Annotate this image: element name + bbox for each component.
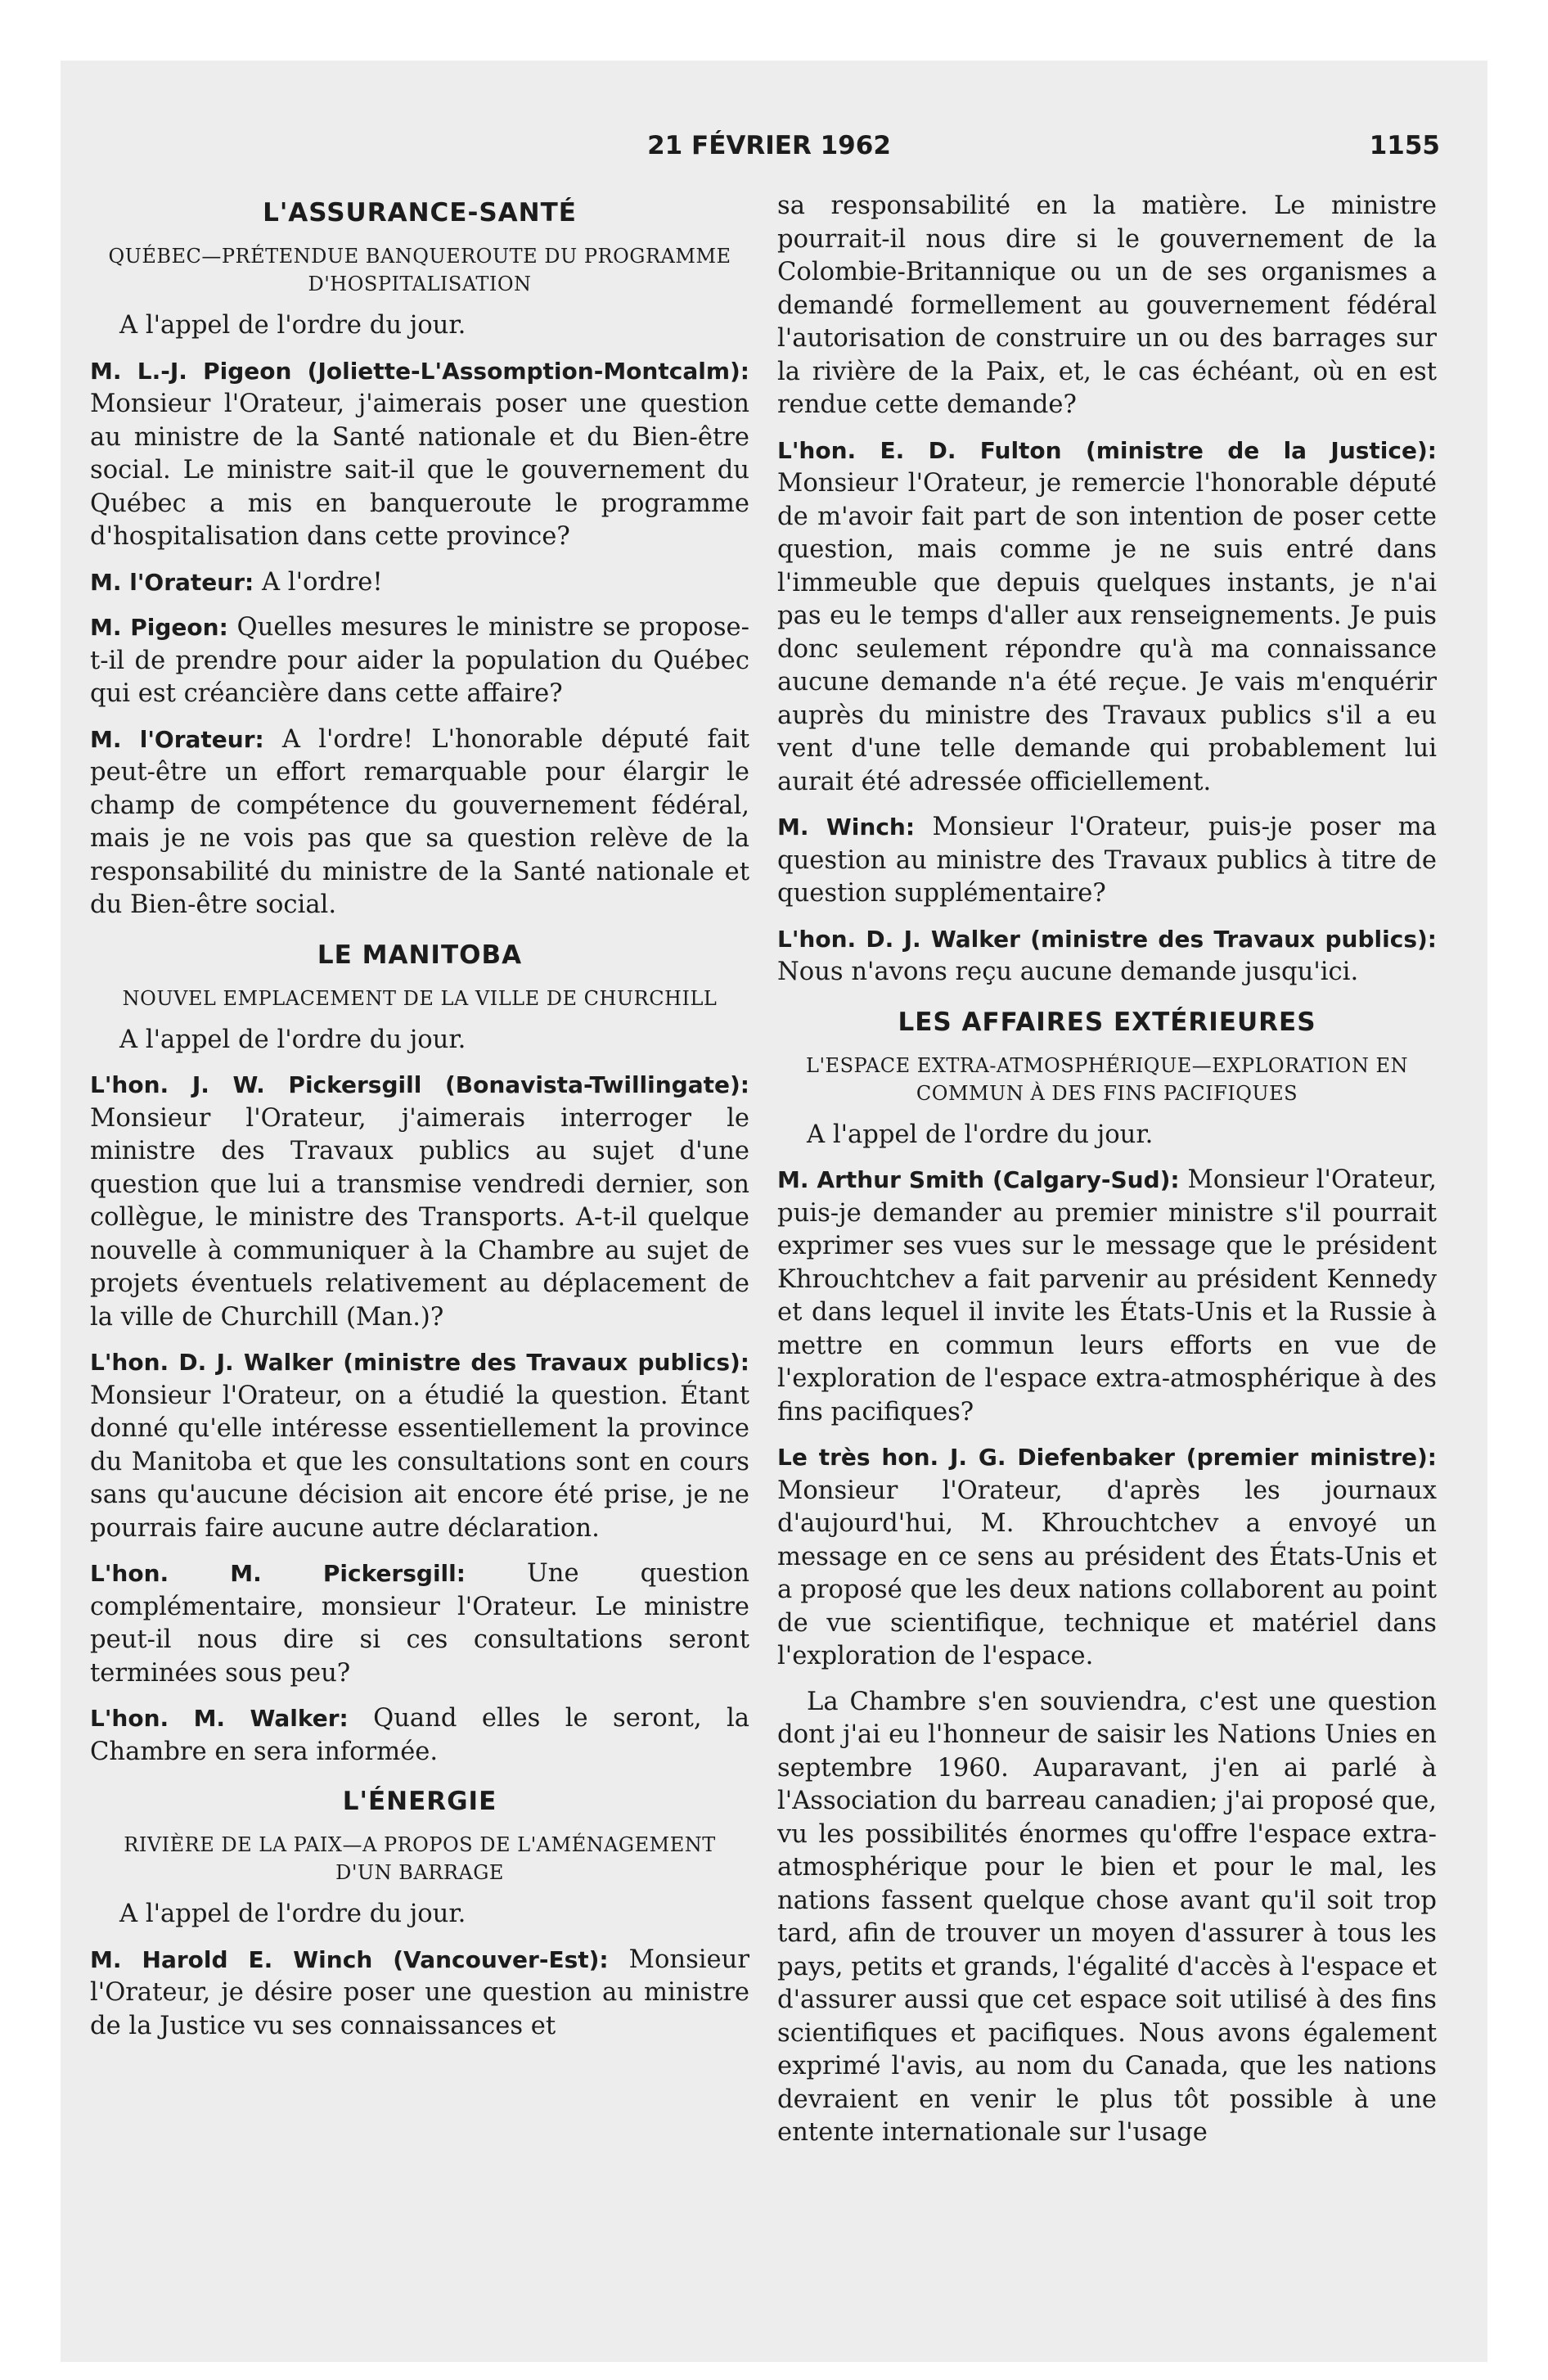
order-call: A l'appel de l'ordre du jour. [119, 1025, 466, 1054]
speech-text: Monsieur l'Orateur, puis-je poser ma question au ministre des Travaux publics à titre de question supplémentaire? [777, 813, 1437, 908]
speech-text: Monsieur l'Orateur, je désire poser une question au ministre de la Justice vu ses connaissances et [90, 1945, 749, 2040]
section-heading: LES AFFAIRES EXTÉRIEURES [898, 1007, 1316, 1037]
page-date: 21 FÉVRIER 1962 [647, 131, 891, 160]
speaker-name: M. Harold E. Winch (Vancouver-Est): [90, 1945, 609, 1973]
speech-text: Monsieur l'Orateur, d'après les journaux d'aujourd'hui, M. Khrouchtchev a envoyé un message en ce sens au président des États-Unis et a proposé que les deux nations collaborent au point de vue scientifique, technique et matériel dans l'exploration de l'espace. [777, 1476, 1437, 1670]
speech-text: Quelles mesures le ministre se propose-t-il de prendre pour aider la population du Québec qui est créancière dans cette affaire? [90, 613, 749, 708]
order-call: A l'appel de l'ordre du jour. [119, 311, 466, 340]
speech [777, 811, 1437, 911]
speech [90, 566, 749, 600]
speech [90, 1944, 749, 2044]
speaker-name: L'hon. D. J. Walker (ministre des Travaux publics): [90, 1349, 749, 1376]
speaker-name: L'hon. D. J. Walker (ministre des Travaux publics): [777, 925, 1437, 953]
page-number: 1155 [1369, 131, 1440, 160]
speech [90, 723, 749, 922]
speech [90, 611, 749, 711]
speaker-name: L'hon. M. Walker: [90, 1705, 349, 1732]
page-header [98, 131, 1440, 180]
speech [90, 1346, 749, 1545]
section-subheading: QUÉBEC—PRÉTENDUE BANQUEROUTE DU PROGRAMME D'HOSPITALISATION [108, 245, 731, 295]
speech-text: Une question complémentaire, monsieur l'Orateur. Le ministre peut-il nous dire si ces consultations seront terminées sous peu? [90, 1559, 749, 1688]
order-call: A l'appel de l'ordre du jour. [119, 1900, 466, 1928]
section-subheading: L'ESPACE EXTRA-ATMOSPHÉRIQUE—EXPLORATION EN COMMUN À DES FINS PACIFIQUES [806, 1053, 1408, 1105]
speech-text: Quand elles le seront, la Chambre en sera informée. [90, 1704, 749, 1766]
section-heading: LE MANITOBA [317, 940, 523, 970]
speech-text: A l'ordre! [261, 567, 383, 597]
speaker-name: M. Pigeon: [90, 614, 228, 641]
speaker-name: L'hon. E. D. Fulton (ministre de la Justice): [777, 436, 1437, 464]
speech-text: Nous n'avons reçu aucune demande jusqu'ici. [777, 958, 1359, 986]
paragraph: La Chambre s'en souviendra, c'est une question dont j'ai eu l'honneur de saisir les Nations Unies en septembre 1960. Auparavant, j'en ai parlé à l'Association du barreau canadien; j'ai proposé que, vu les possibilités énormes qu'offre l'espace extra-atmosphérique pour le bien et pour le mal, les nations fassent quelque chose avant qu'il soit trop tard, afin de trouver un moyen d'assurer à tous les pays, petits et grands, l'égalité d'accès à l'espace et d'assurer aussi que cet espace soit utilisé à des fins scientifiques et pacifiques. Nous avons également exprimé l'avis, au nom du Canada, que les nations devraient en venir le plus tôt possible à une entente internationale sur l'usage [777, 1687, 1437, 2147]
speech-text: Monsieur l'Orateur, j'aimerais poser une question au ministre de la Santé nationale et du Bien-être social. Le ministre sait-il que le gouvernement du Québec a mis en banqueroute le programme d'hospitalisation dans cette province? [90, 390, 749, 551]
speech [777, 1164, 1437, 1429]
speaker-name: L'hon. J. W. Pickersgill (Bonavista-Twillingate): [90, 1071, 749, 1098]
speech [777, 1441, 1437, 1674]
speech [777, 435, 1437, 800]
order-call: A l'appel de l'ordre du jour. [807, 1120, 1154, 1149]
speech [777, 923, 1437, 989]
speech [90, 1702, 749, 1769]
right-column [777, 190, 1437, 2318]
speech-text: A l'ordre! L'honorable député fait peut-être un effort remarquable pour élargir le champ de compétence du gouvernement fédéral, mais je ne vois pas que sa question relève de la responsabilité du ministre de la Santé nationale et du Bien-être social. [90, 724, 749, 919]
speaker-name: M. l'Orateur: [90, 568, 254, 596]
section-heading: L'ÉNERGIE [342, 1787, 497, 1816]
speaker-name: M. L.-J. Pigeon (Joliette-L'Assomption-Montcalm): [90, 357, 749, 385]
speech-text: Monsieur l'Orateur, j'aimerais interroger le ministre des Travaux publics au sujet d'une question que lui a transmise vendredi dernier, son collègue, le ministre des Transports. A-t-il quelque nouvelle à communiquer à la Chambre au sujet de projets éventuels relativement au déplacement de la ville de Churchill (Man.)? [90, 1103, 749, 1332]
speech-text: Monsieur l'Orateur, je remercie l'honorable député de m'avoir fait part de son intention de poser cette question, mais comme je ne suis entré dans l'immeuble que depuis quelques instants, je n'ai pas eu le temps d'aller aux renseignements. Je puis donc seulement répondre qu'à ma connaissance aucune demande n'a été reçue. Je vais m'enquérir auprès du ministre des Travaux publics s'il a eu vent d'une telle demande qui probablement lui aurait été adressée officiellement. [777, 469, 1437, 796]
speaker-name: M. Arthur Smith (Calgary-Sud): [777, 1166, 1180, 1193]
section-subheading: RIVIÈRE DE LA PAIX—A PROPOS DE L'AMÉNAGEMENT D'UN BARRAGE [124, 1833, 716, 1884]
speech [90, 1557, 749, 1690]
speaker-name: M. Winch: [777, 814, 916, 841]
section-subheading: NOUVEL EMPLACEMENT DE LA VILLE DE CHURCHILL [122, 986, 718, 1010]
speaker-name: L'hon. M. Pickersgill: [90, 1560, 466, 1587]
speech [90, 355, 749, 554]
left-column [90, 190, 749, 2318]
section-heading: L'ASSURANCE-SANTÉ [263, 198, 577, 228]
speaker-name: M. l'Orateur: [90, 725, 264, 753]
speech [90, 1069, 749, 1334]
speaker-name: Le très hon. J. G. Diefenbaker (premier ministre): [777, 1444, 1437, 1471]
speech-text: Monsieur l'Orateur, on a étudié la question. Étant donné qu'elle intéresse essentiellement la province du Manitoba et que les consultations sont en cours sans qu'aucune décision ait encore été prise, je ne pourrais faire aucune autre déclaration. [90, 1381, 749, 1543]
speech-continuation: sa responsabilité en la matière. Le ministre pourrait-il nous dire si le gouvernement de la Colombie-Britannique ou un de ses organismes a demandé formellement au gouvernement fédéral l'autorisation de construire un ou des barrages sur la rivière de la Paix, et, le cas échéant, où en est rendue cette demande? [777, 192, 1437, 419]
speech-text: Monsieur l'Orateur, puis-je demander au premier ministre s'il pourrait exprimer ses vues sur le message que le président Khrouchtchev a fait parvenir au président Kennedy et dans lequel il invite les États-Unis et la Russie à mettre en commun leurs efforts en vue de l'exploration de l'espace extra-atmosphérique à des fins pacifiques? [777, 1165, 1437, 1427]
